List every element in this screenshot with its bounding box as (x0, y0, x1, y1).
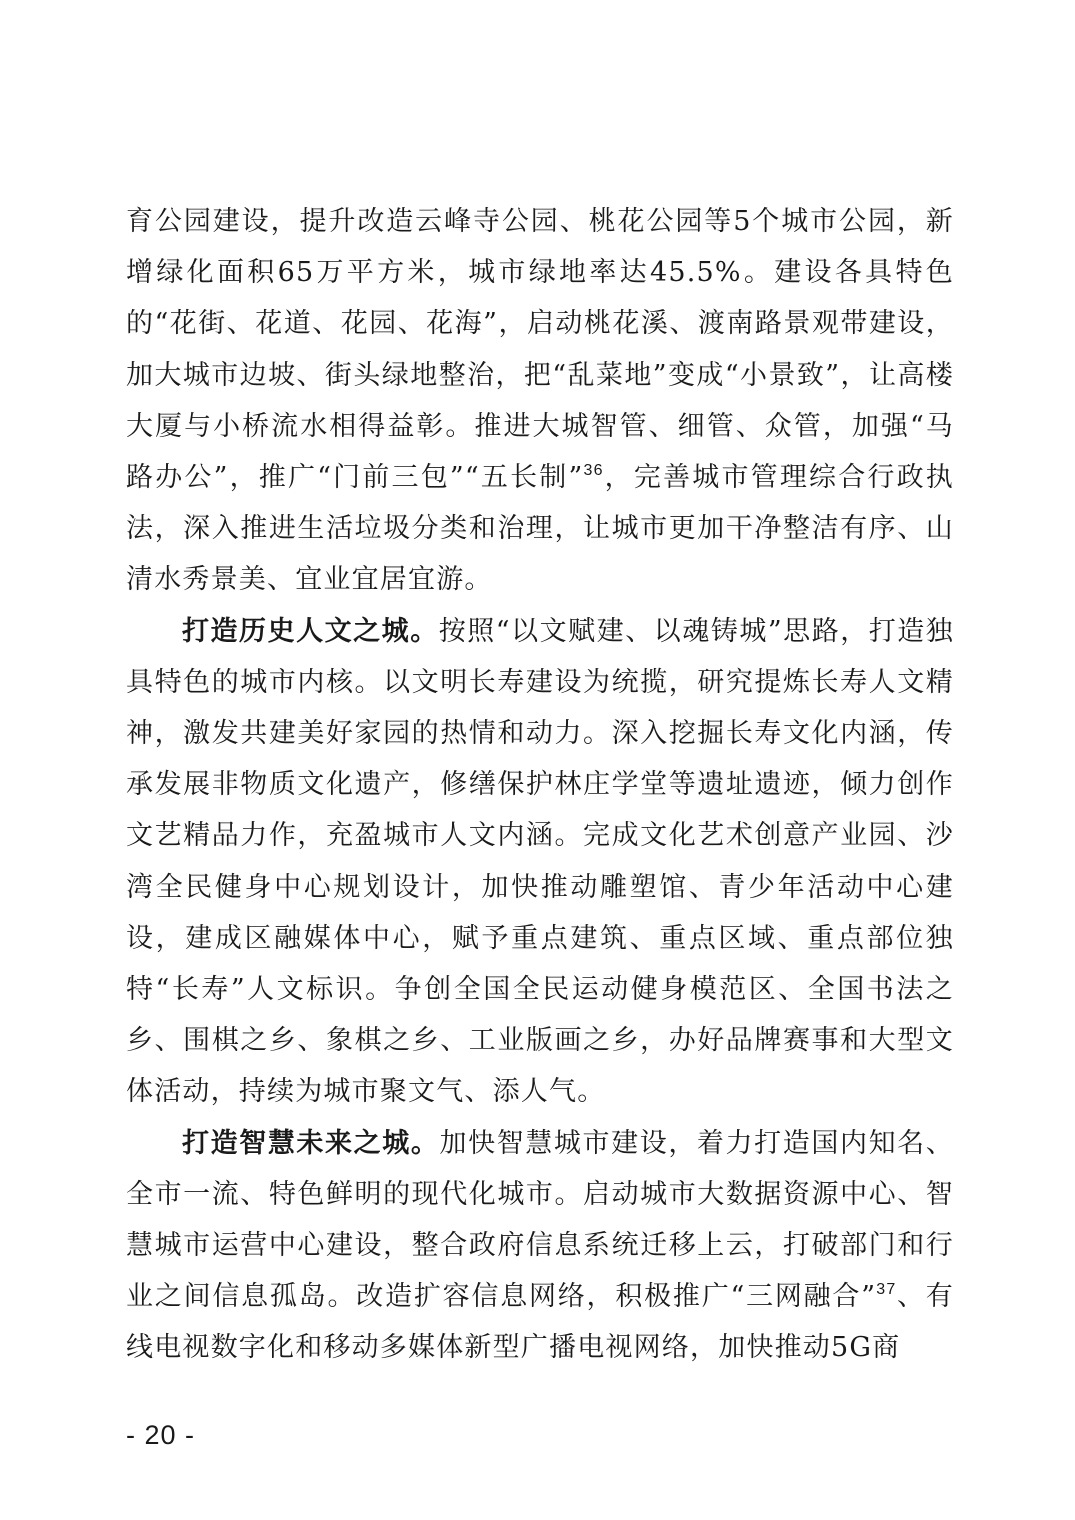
paragraph-heading: 打造智慧未来之城。 (182, 1127, 440, 1159)
footnote-marker: 37 (876, 1281, 897, 1299)
paragraph-smart-city (126, 1118, 954, 1374)
page-number: - 20 - (126, 1420, 196, 1450)
paragraph-text-after-footnote: ，完善城市管理综合行政执法，深入推进生活垃圾分类和治理，让城市更加干净整洁有序、山清水秀景美、宜业宜居宜游。 (126, 462, 954, 596)
paragraph-text: 按照“以文赋建、以魂铸城”思路，打造独具特色的城市内核。以文明长寿建设为统揽，研究提炼长寿人文精神，激发共建美好家园的热情和动力。深入挖掘长寿文化内涵，传承发展非物质文化遗产，修缮保护林庄学堂等遗址遗迹，倾力创作文艺精品力作，充盈城市人文内涵。完成文化艺术创意产业园、沙湾全民健身中心规划设计，加快推动雕塑馆、青少年活动中心建设，建成区融媒体中心，赋予重点建筑、重点区域、重点部位独特“长寿”人文标识。争创全国全民运动健身模范区、全国书法之乡、围棋之乡、象棋之乡、工业版画之乡，办好品牌赛事和大型文体活动，持续为城市聚文气、添人气。 (126, 615, 954, 1108)
paragraph-text: 育公园建设，提升改造云峰寺公园、桃花公园等5个城市公园，新增绿化面积65万平方米，城市绿地率达45.5%。建设各具特色的“花街、花道、花园、花海”，启动桃花溪、渡南路景观带建设，加大城市边坡、街头绿地整治，把“乱菜地”变成“小景致”，让高楼大厦与小桥流水相得益彰。推进大城智管、细管、众管，加强“马路办公”，推广“门前三包”“五长制” (126, 206, 954, 494)
paragraph-text-after-footnote: 、有线电视数字化和移动多媒体新型广播电视网络，加快推动5G商 (126, 1281, 954, 1364)
paragraph-heading: 打造历史人文之城。 (182, 615, 439, 647)
paragraph-continuation (126, 196, 954, 606)
footnote-marker: 36 (583, 462, 604, 480)
paragraph-text: 加快智慧城市建设，着力打造国内知名、全市一流、特色鲜明的现代化城市。启动城市大数据资源中心、智慧城市运营中心建设，整合政府信息系统迁移上云，打破部门和行业之间信息孤岛。改造扩容信息网络，积极推广“三网融合” (126, 1127, 954, 1313)
paragraph-history-culture (126, 606, 954, 1118)
body-text (126, 196, 954, 1374)
